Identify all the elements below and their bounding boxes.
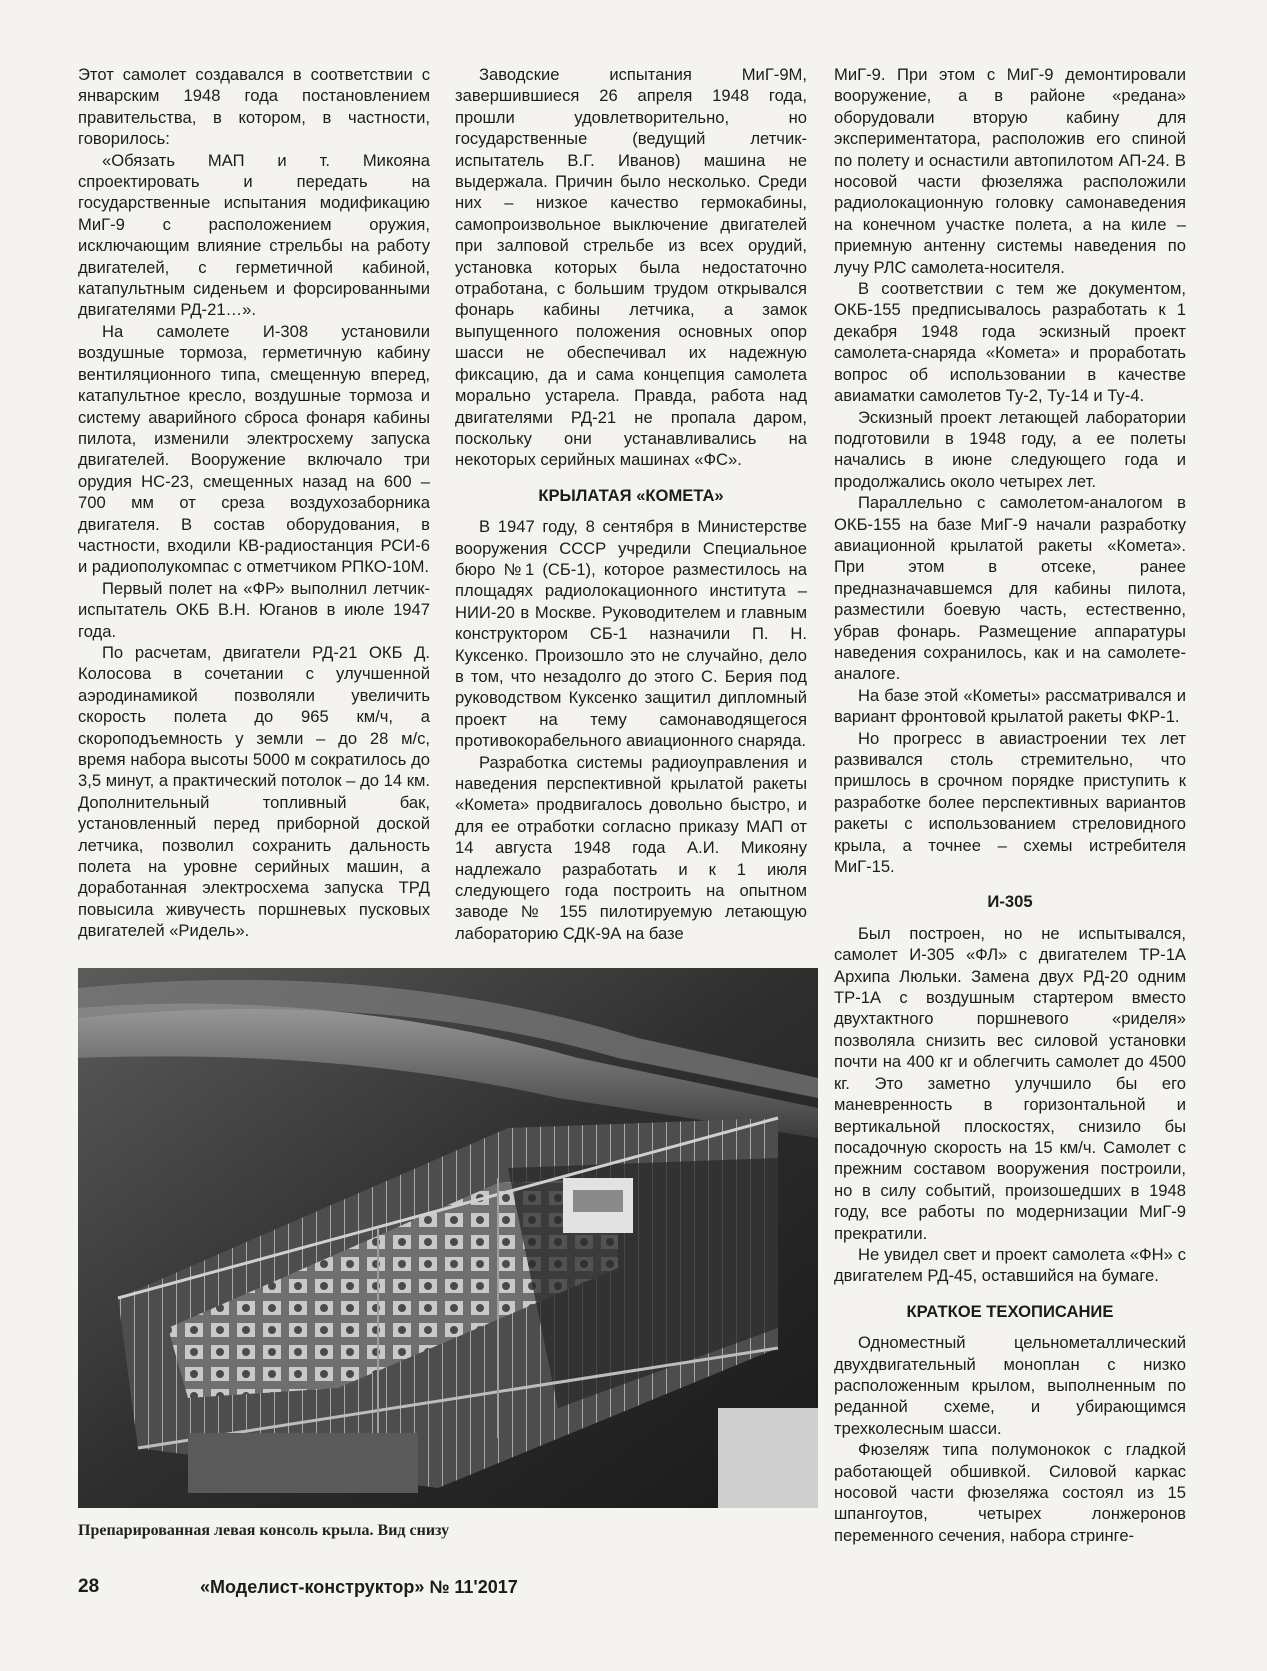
paragraph: По расчетам, двигатели РД-21 ОКБ Д. Колосова в сочетании с улучшенной аэродинамикой позволяли увеличить скорость полета до 965 км/ч, а скороподъемность у земли – до 28 м/с, время набора высоты 5000 м сократилось до 3,5 минут, а практический потолок – до 14 км. Дополнительный топливный бак, установленный перед приборной доской летчика, позволил сохранить дальность полета на уровне серийных машин, а доработанная электросхема запуска ТРД повысила живучесть поршневых пусковых двигателей «Ридель». xyxy=(78,642,430,941)
section-heading: КРЫЛАТАЯ «КОМЕТА» xyxy=(538,485,724,505)
paragraph: В соответствии с тем же документом, ОКБ-155 предписывалось разработать к 1 декабря 1948 года эскизный проект самолета-снаряда «Комета» и проработать вопрос об использовании в качестве авиаматки самолетов Ту-2, Ту-14 и Ту-4. xyxy=(834,279,1186,406)
wing-photo xyxy=(78,968,818,1508)
section-heading: И-305 xyxy=(987,892,1033,912)
paragraph: Был построен, но не испытывался, самолет И-305 «ФЛ» с двигателем ТР-1А Архипа Люльки. Замена двух РД-20 одним ТР-1А с воздушным стартером вместо двухтактного поршневого «риделя» позволяла снизить вес силовой установки почти на 400 кг и облегчить самолет до 4500 кг. Это заметно улучшило бы его маневренность в горизонтальной и вертикальной плоскостях, снизило бы посадочную скорость на 15 км/ч. Самолет с прежним составом вооружения построили, но в силу событий, произошедших в 1948 году, все работы по модернизации МиГ-9 прекратили. xyxy=(834,923,1186,1243)
paragraph: Одноместный цельнометаллический двухдвигательный моноплан с низко расположенным крылом, выполненным по реданной схеме, и убирающимся трехколесным шасси. xyxy=(834,1333,1186,1438)
page-number: 28 xyxy=(78,1576,100,1597)
text-column-1 xyxy=(78,64,430,942)
paragraph: Фюзеляж типа полумонокок с гладкой работающей обшивкой. Силовой каркас носовой части фюзеляжа состоял из 15 шпангоутов, четырех лонжеронов переменного сечения, набора стринге- xyxy=(834,1440,1186,1545)
section-heading: КРАТКОЕ ТЕХОПИСАНИЕ xyxy=(906,1301,1114,1321)
wing-photo-illustration xyxy=(78,968,818,1508)
paragraph: В 1947 году, 8 сентября в Министерстве вооружения СССР учредили Специальное бюро №1 (СБ-1), которое разместилось на площадях радиолокационного института – НИИ-20 в Москве. Руководителем и главным конструктором СБ-1 назначили П. Н. Куксенко. Произошло это не случайно, дело в том, что незадолго до этого С. Берия под руководством Куксенко защитил дипломный проект на тему самонаводящегося противокорабельного авиационного снаряда. xyxy=(455,517,807,751)
paragraph: Первый полет на «ФР» выполнил летчик-испытатель ОКБ В.Н. Юганов в июле 1947 года. xyxy=(78,578,430,641)
paragraph: Но прогресс в авиастроении тех лет развивался столь стремительно, что пришлось в срочном порядке приступить к разработке более перспективных вариантов ракеты с использованием стреловидного крыла, а точнее – схемы истребителя МиГ-15. xyxy=(834,728,1186,877)
paragraph: МиГ-9. При этом с МиГ-9 демонтировали вооружение, а в районе «редана» оборудовали вторую кабину для экспериментатора, расположив его спиной по полету и оснастили автопилотом АП-24. В носовой части фюзеляжа расположили радиолокационную головку самонаведения на конечном участке полета, а на киле – приемную антенну системы наведения по лучу РЛС самолета-носителя. xyxy=(834,65,1186,277)
photo-caption: Препарированная левая консоль крыла. Вид снизу xyxy=(78,1522,450,1539)
paragraph: «Обязать МАП и т. Микояна спроектировать и передать на государственные испытания модификацию МиГ-9 с расположением оружия, исключающим влияние стрельбы на работу двигателей, с герметичной кабиной, катапультным сиденьем и форсированными двигателями РД-21…». xyxy=(78,150,430,320)
paragraph: На базе этой «Кометы» рассматривался и вариант фронтовой крылатой ракеты ФКР-1. xyxy=(834,685,1186,727)
paragraph: Разработка системы радиоуправления и наведения перспективной крылатой ракеты «Комета» продвигалось довольно быстро, и для ее отработки согласно приказу МАП от 14 августа 1948 года А.И. Микояну надлежало разработать и к 1 июля следующего года построить на опытном заводе № 155 пилотируемую летающую лабораторию СДК-9А на базе xyxy=(455,752,807,943)
journal-title: «Моделист-конструктор» № 11'2017 xyxy=(200,1577,518,1597)
paragraph: На самолете И-308 установили воздушные тормоза, герметичную кабину вентиляционного типа, смещенную вперед, катапультное кресло, воздушные тормоза и систему аварийного сброса фонаря кабины пилота, изменили электросхему запуска двигателей. Вооружение включало три орудия НС-23, смещенных назад на 600 – 700 мм от среза воздухозаборника двигателя. В состав оборудования, в частности, входили КВ-радиостанция РСИ-6 и радиополукомпас с отметчиком РПКО-10М. xyxy=(78,321,430,577)
paragraph: Не увидел свет и проект самолета «ФН» с двигателем РД-45, оставшийся на бумаге. xyxy=(834,1244,1186,1286)
paragraph: Параллельно с самолетом-аналогом в ОКБ-155 на базе МиГ-9 начали разработку авиационной крылатой ракеты «Комета». При этом в отсеке, ранее предназначавшемся для кабины пилота, разместили боевую часть, естественно, убрав фонарь. Размещение аппаратуры наведения сохранилось, как и на самолете-аналоге. xyxy=(834,493,1186,684)
paragraph: Этот самолет создавался в соответствии с январским 1948 года постановлением правительства, в котором, в частности, говорилось: xyxy=(78,65,430,149)
paragraph: Заводские испытания МиГ-9М, завершившиеся 26 апреля 1948 года, прошли удовлетворительно, но государственные (ведущий летчик-испытатель В.Г. Иванов) машина не выдержала. Причин было несколько. Среди них – низкое качество гермокабины, самопроизвольное выключение двигателей при залповой стрельбе из всех орудий, установка которых была недостаточно отработана, с большим трудом открывался фонарь кабины летчика, а замок выпущенного положения основных опор шасси не обеспечивал их надежную фиксацию, да и сама концепция самолета морально устарела. Правда, работа над двигателями РД-21 не пропала даром, поскольку они устанавливались на некоторых серийных машинах «ФС». xyxy=(455,65,807,470)
text-column-3 xyxy=(834,64,1186,1546)
paragraph: Эскизный проект летающей лаборатории подготовили в 1948 году, а ее полеты начались в июне следующего года и продолжались около четырех лет. xyxy=(834,407,1186,491)
text-column-2 xyxy=(455,64,807,944)
